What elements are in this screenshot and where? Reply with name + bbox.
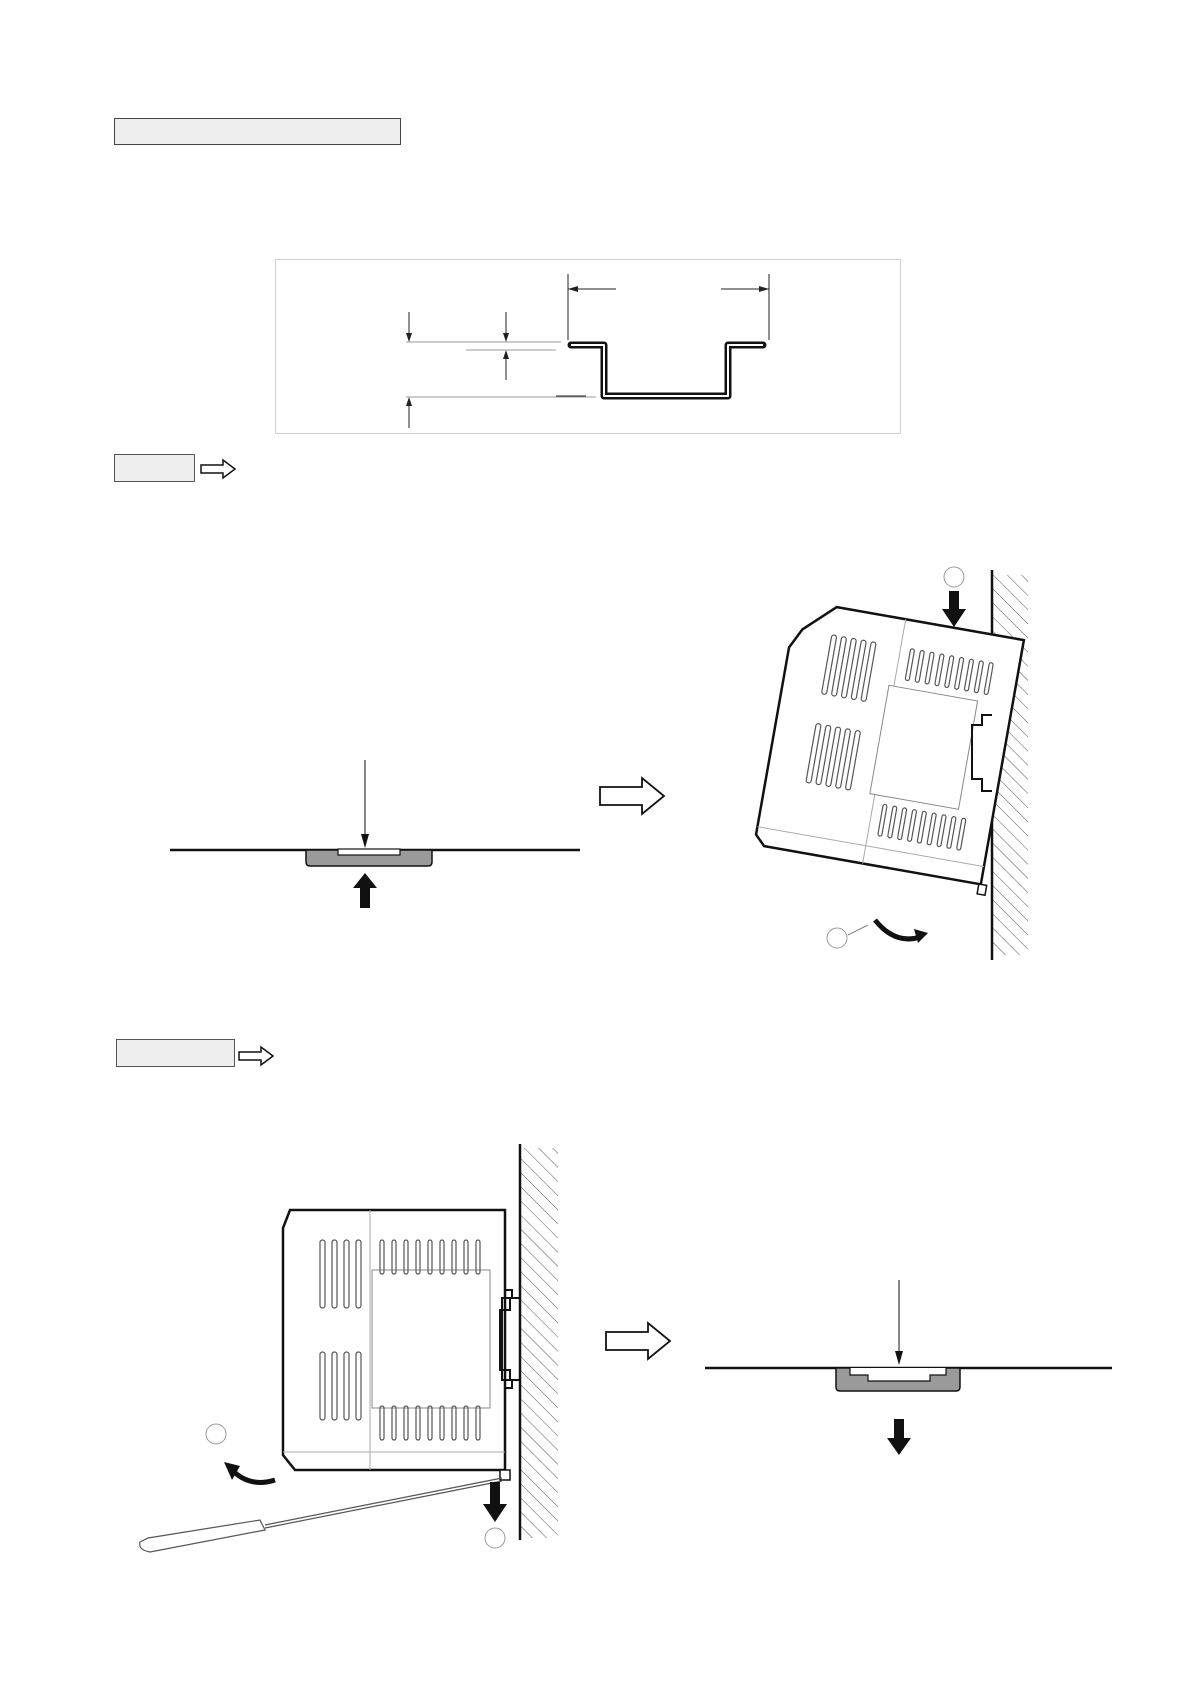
- next-step-arrow-icon: [604, 1320, 674, 1362]
- removal-label: [116, 1039, 235, 1067]
- rotate-arrow-icon: [875, 920, 920, 939]
- right-arrow-icon: [199, 458, 239, 480]
- wall-hatch: [520, 1148, 558, 1538]
- down-arrow-icon: [942, 591, 966, 627]
- next-step-arrow-icon: [598, 775, 668, 817]
- down-arrow-icon: [483, 1482, 507, 1522]
- rotate-arrow-icon: [232, 1470, 275, 1482]
- module-body: [753, 600, 1030, 895]
- mount-clip-detail-figure: [165, 760, 585, 910]
- section-title-bar: [114, 118, 401, 145]
- callout-circle-1: [944, 567, 964, 587]
- up-arrow-icon: [353, 873, 377, 908]
- down-arrow-icon: [887, 1419, 911, 1455]
- din-rail-profile-figure: [275, 259, 901, 434]
- remove-clip-detail-figure: [700, 1275, 1120, 1465]
- din-rail-profile-icon: [276, 260, 900, 433]
- module-remove-from-rail-figure: [120, 1140, 570, 1560]
- right-arrow-icon: [237, 1045, 277, 1067]
- screwdriver-icon: [140, 1478, 502, 1552]
- mounting-label: [114, 454, 195, 482]
- callout-circle-1: [206, 1424, 226, 1444]
- callout-circle-2: [485, 1528, 505, 1548]
- module-mount-on-rail-figure: [700, 565, 1040, 965]
- callout-circle-2: [827, 928, 847, 948]
